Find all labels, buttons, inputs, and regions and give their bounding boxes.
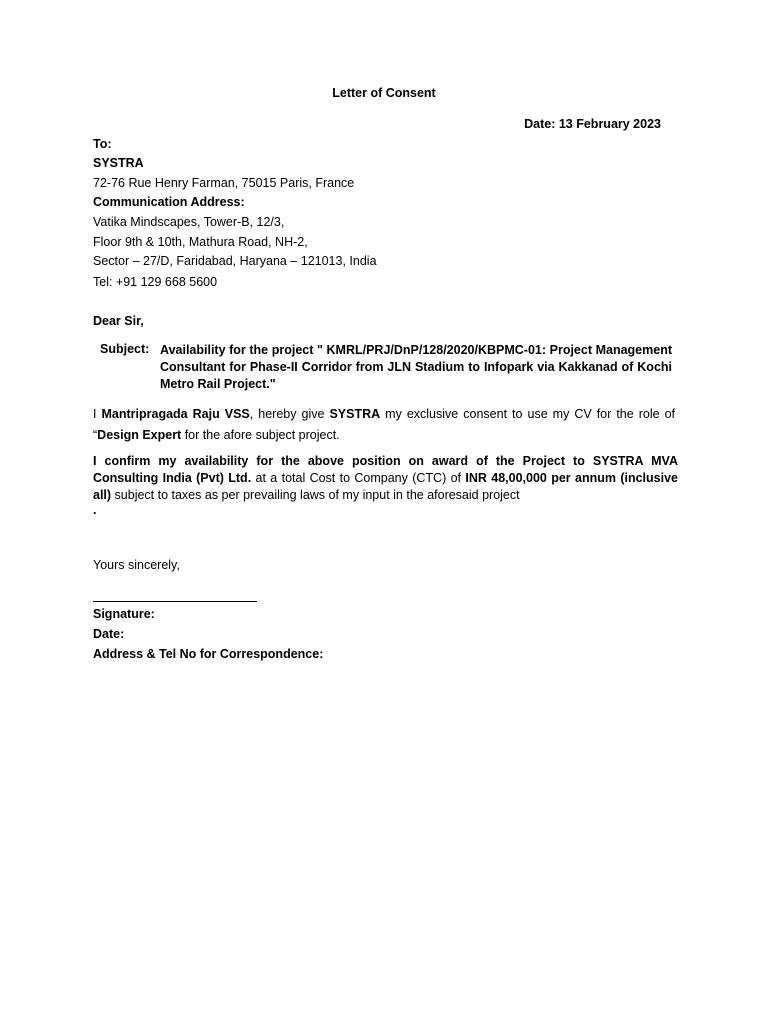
candidate-name: Mantripragada Raju VSS [101, 407, 250, 421]
availability-paragraph: I confirm my availability for the above position on award of the Project to SYSTRA MVA Consulting India (Pvt) Ltd. at a total Cost to Company (CTC) of INR 48,00,000 per annum (inclusive all) subject to taxes as per prevailing laws of my input in the aforesaid project [93, 454, 678, 502]
communication-address-line: Floor 9th & 10th, Mathura Road, NH-2, [93, 235, 308, 249]
letter-title: Letter of Consent [332, 86, 436, 100]
to-label: To: [93, 137, 112, 151]
letter-date: Date: 13 February 2023 [524, 117, 661, 131]
salutation: Dear Sir, [93, 314, 144, 328]
role-name: Design Expert [97, 428, 182, 442]
consent-paragraph-line: “Design Expert for the afore subject project. [93, 428, 340, 442]
subject-text: Availability for the project " KMRL/PRJ/DnP/128/2020/KBPMC-01: Project Management Consultant for Phase-II Corridor from JLN Stadium to Infopark via Kakkanad of Kochi Metro Rail Project." [160, 343, 672, 391]
ctc-amount: INR 48,00,000 per annum (inclusive all) [93, 471, 678, 502]
correspondence-address-label: Address & Tel No for Correspondence: [93, 647, 324, 661]
signature-label: Signature: [93, 607, 155, 621]
consent-paragraph [93, 404, 675, 446]
communication-address-label: Communication Address: [93, 195, 245, 209]
subject-label: Subject: [100, 342, 150, 356]
communication-address-line: Sector – 27/D, Faridabad, Haryana – 121013, India [93, 254, 377, 268]
consent-paragraph-line: I Mantripragada Raju VSS, hereby give SYSTRA my exclusive consent to use my CV for the role of [93, 407, 675, 421]
recipient-company: SYSTRA [93, 156, 144, 170]
availability-company: I confirm my availability for the above position on award of the Project to SYSTRA MVA Consulting India (Pvt) Ltd. [93, 454, 678, 485]
trailing-period: . [93, 503, 97, 517]
date-label: Date: [93, 627, 125, 641]
closing: Yours sincerely, [93, 558, 180, 572]
recipient-telephone: Tel: +91 129 668 5600 [93, 275, 218, 289]
signature-line [93, 593, 257, 602]
consent-company: SYSTRA [329, 407, 381, 421]
communication-address-line: Vatika Mindscapes, Tower-B, 12/3, [93, 215, 285, 229]
recipient-address: 72-76 Rue Henry Farman, 75015 Paris, France [93, 176, 355, 190]
